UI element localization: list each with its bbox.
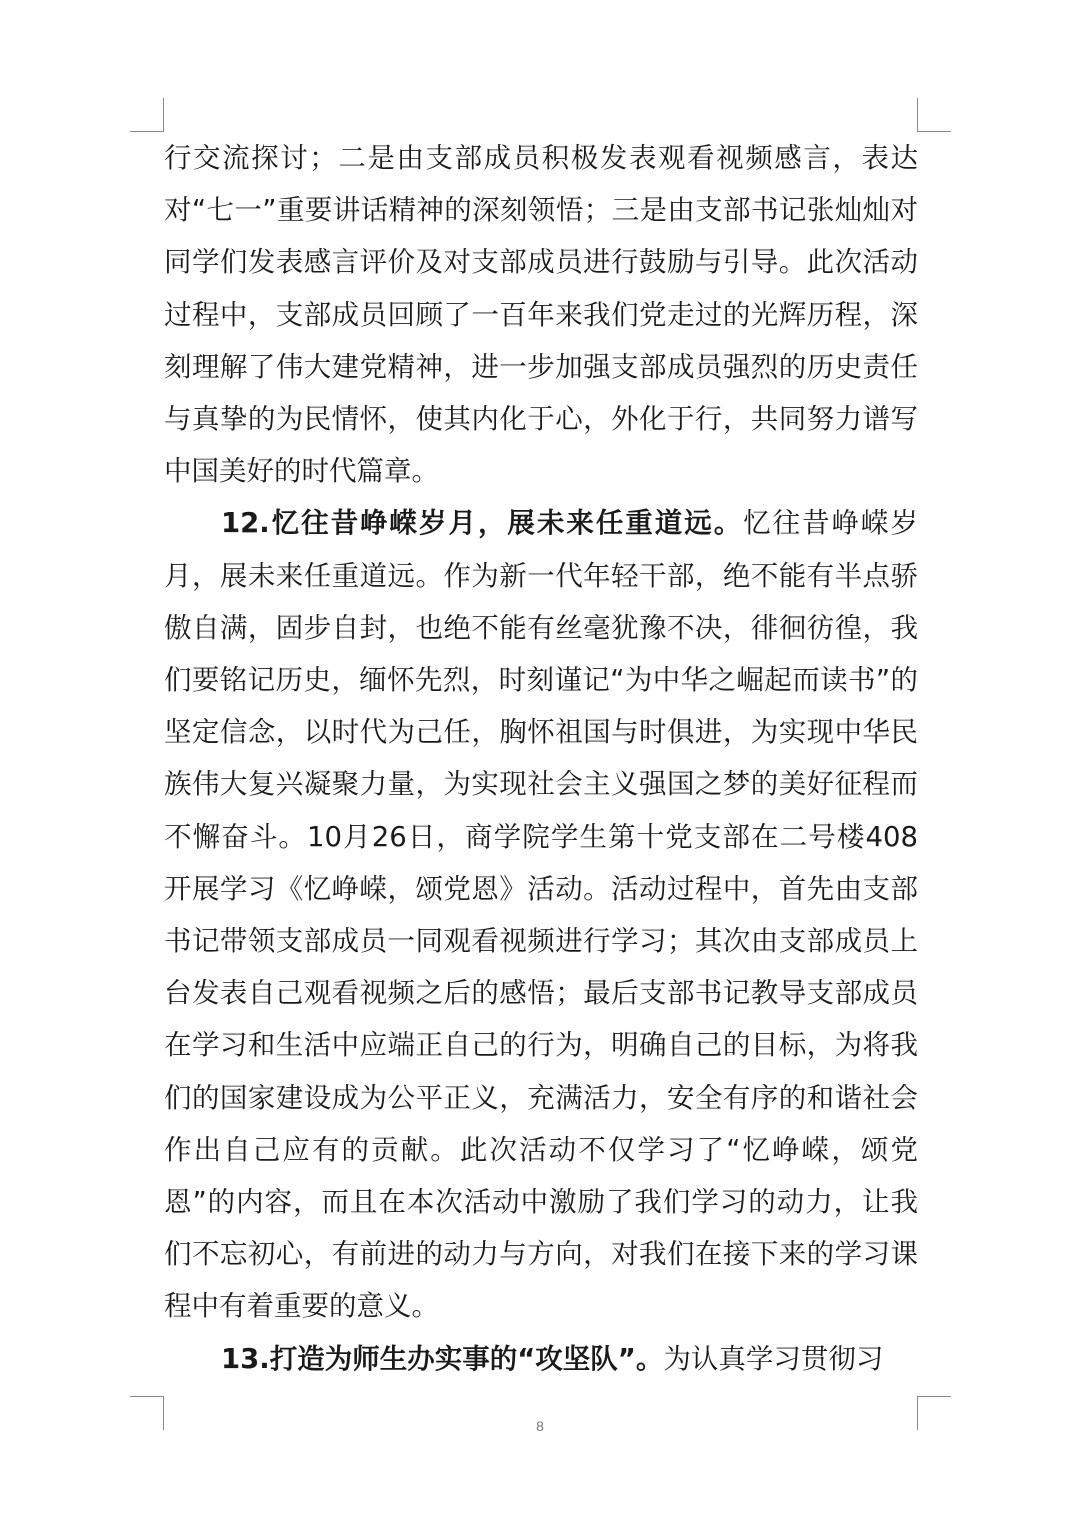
paragraph-heading: 12.忆往昔峥嵘岁月，展未来任重道远。 [221, 507, 744, 540]
paragraph-text: 行交流探讨；二是由支部成员积极发表观看视频感言，表达对“七一”重要讲话精神的深刻领悟；三是由支部书记张灿灿对同学们发表感言评价及对支部成员进行鼓励与引导。此次活动过程中，支部成员回顾了一百年来我们党走过的光辉历程，深刻理解了伟大建党精神，进一步加强支部成员强烈的历史责任与真挚的为民情怀，使其内化于心，外化于行，共同努力谱写中国美好的时代篇章。 [164, 142, 918, 488]
paragraph-text: 忆往昔峥嵘岁月，展未来任重道远。作为新一代年轻干部，绝不能有半点骄傲自满，固步自封，也绝不能有丝毫犹豫不决，徘徊彷徨，我们要铭记历史，缅怀先烈，时刻谨记“为中华之崛起而读书”的坚定信念，以时代为己任，胸怀祖国与时俱进，为实现中华民族伟大复兴凝聚力量，为实现社会主义强国之梦的美好征程而不懈奋斗。10月26日，商学院学生第十党支部在二号楼408开展学习《忆峥嵘，颂党恩》活动。活动过程中，首先由支部书记带领支部成员一同观看视频进行学习；其次由支部成员上台发表自己观看视频之后的感悟；最后支部书记教导支部成员在学习和生活中应端正自己的行为，明确自己的目标，为将我们的国家建设成为公平正义，充满活力，安全有序的和谐社会作出自己应有的贡献。此次活动不仅学习了“忆峥嵘，颂党恩”的内容，而且在本次活动中激励了我们学习的动力，让我们不忘初心，有前进的动力与方向，对我们在接下来的学习课程中有着重要的意义。 [164, 507, 919, 1323]
paragraph-continued [164, 132, 918, 497]
document-body [164, 132, 918, 1385]
corner-mark-top-right [917, 98, 951, 132]
paragraph-12 [164, 497, 918, 1332]
corner-mark-top-left [130, 98, 164, 132]
paragraph-13 [164, 1333, 918, 1385]
page-number: 8 [536, 1418, 544, 1434]
paragraph-heading: 13.打造为师生办实事的“攻坚队”。 [221, 1342, 664, 1375]
paragraph-text: 为认真学习贯彻习 [663, 1342, 884, 1375]
